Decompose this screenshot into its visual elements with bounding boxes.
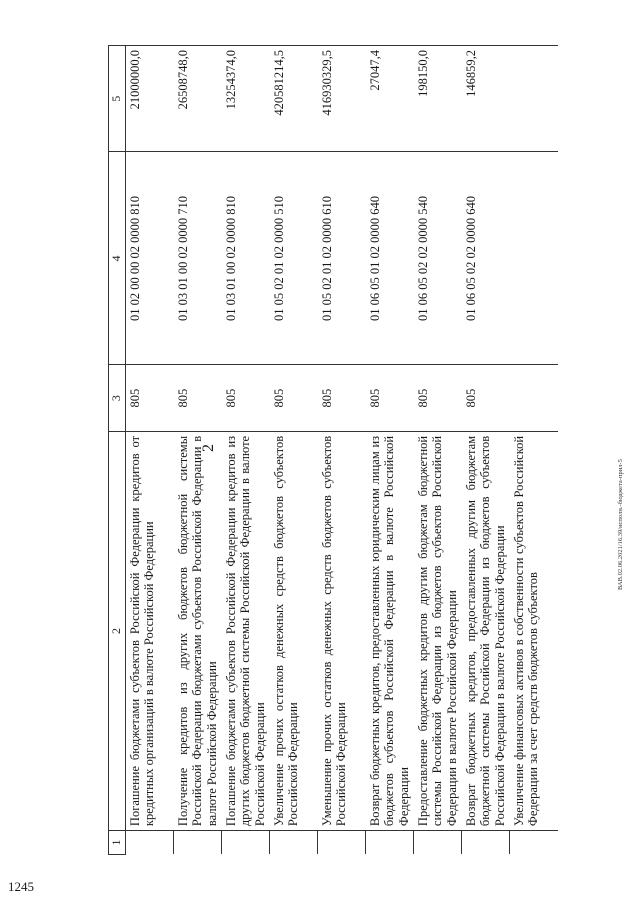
row-spacer bbox=[510, 831, 558, 855]
row-spacer bbox=[366, 831, 414, 855]
row-description: Погашение бюджетами субъектов Российской Федерации кредитов от кредитных организаций в валюте Российской Федерации bbox=[125, 431, 174, 830]
table-row bbox=[510, 46, 558, 855]
row-description: Погашение бюджетами субъектов Российской Федерации кредитов из других бюджетов бюджетной системы Российской Федерации в валюте Российской Федерации bbox=[222, 431, 270, 830]
col-header-3: 3 bbox=[109, 365, 126, 432]
row-amount: 21000000,0 bbox=[125, 46, 174, 152]
row-amount: 420581214,5 bbox=[270, 46, 318, 152]
row-budget-code: 01 06 05 02 02 0000 540 bbox=[414, 152, 462, 365]
page-number: 1245 bbox=[8, 879, 34, 894]
row-description: Уменьшение прочих остатков денежных средств бюджетов субъектов Российской Федерации bbox=[318, 431, 366, 830]
row-amount bbox=[510, 46, 558, 152]
col-header-2: 2 bbox=[109, 431, 126, 830]
table-row bbox=[125, 46, 174, 855]
row-description: Получение кредитов из других бюджетов бюджетной системы Российской Федерации бюджетами субъектов Российской Федерации в валюте Российской Федерации bbox=[174, 431, 222, 830]
row-spacer bbox=[125, 831, 174, 855]
row-admin-code: 805 bbox=[462, 365, 510, 432]
row-description: Возврат бюджетных кредитов, предоставленных другим бюджетам бюджетной системы Российской Федерации из бюджетов субъектов Российской Федерации в валюте Российской Федерации bbox=[462, 431, 510, 830]
row-amount: 26508748,0 bbox=[174, 46, 222, 152]
col-header-5: 5 bbox=[109, 46, 126, 152]
row-amount: 13254374,0 bbox=[222, 46, 270, 152]
row-description: Увеличение финансовых активов в собственности субъектов Российской Федерации за счет средств бюджетов субъектов bbox=[510, 431, 558, 830]
row-admin-code bbox=[510, 365, 558, 432]
row-spacer bbox=[270, 831, 318, 855]
row-spacer bbox=[222, 831, 270, 855]
sheet-number: 2 bbox=[200, 444, 217, 452]
row-admin-code: 805 bbox=[414, 365, 462, 432]
rotated-table-container bbox=[108, 45, 618, 855]
row-amount: 146859,2 bbox=[462, 46, 510, 152]
row-admin-code: 805 bbox=[125, 365, 174, 432]
table-row bbox=[174, 46, 222, 855]
row-budget-code: 01 03 01 00 02 0000 710 bbox=[174, 152, 222, 365]
budget-sources-table bbox=[108, 45, 558, 855]
row-spacer bbox=[462, 831, 510, 855]
row-budget-code: 01 05 02 01 02 0000 610 bbox=[318, 152, 366, 365]
row-amount: 198150,0 bbox=[414, 46, 462, 152]
table-row bbox=[270, 46, 318, 855]
row-budget-code: 01 02 00 00 02 0000 810 bbox=[125, 152, 174, 365]
table-row bbox=[222, 46, 270, 855]
row-budget-code: 01 05 02 01 02 0000 510 bbox=[270, 152, 318, 365]
col-header-1: 1 bbox=[109, 831, 126, 855]
col-header-4: 4 bbox=[109, 152, 126, 365]
row-budget-code bbox=[510, 152, 558, 365]
row-spacer bbox=[174, 831, 222, 855]
row-budget-code: 01 03 01 00 02 0000 810 bbox=[222, 152, 270, 365]
row-description: Предоставление бюджетных кредитов другим бюджетам бюджетной системы Российской Федерации из бюджетов субъектов Российской Федерации в валюте Российской Федерации bbox=[414, 431, 462, 830]
row-admin-code: 805 bbox=[318, 365, 366, 432]
header-row bbox=[109, 46, 126, 855]
table-row bbox=[462, 46, 510, 855]
table-row bbox=[366, 46, 414, 855]
row-admin-code: 805 bbox=[366, 365, 414, 432]
row-admin-code: 805 bbox=[270, 365, 318, 432]
row-description: Увеличение прочих остатков денежных средств бюджетов субъектов Российской Федерации bbox=[270, 431, 318, 830]
row-admin-code: 805 bbox=[174, 365, 222, 432]
table-row bbox=[318, 46, 366, 855]
row-description: Возврат бюджетных кредитов, предоставленных юридическим лицам из бюджетов субъектов Российской Федерации в валюте Российской Федерации bbox=[366, 431, 414, 830]
row-spacer bbox=[414, 831, 462, 855]
row-amount: 416930329,5 bbox=[318, 46, 366, 152]
table-row bbox=[414, 46, 462, 855]
row-budget-code: 01 06 05 01 02 0000 640 bbox=[366, 152, 414, 365]
row-budget-code: 01 06 05 02 02 0000 640 bbox=[462, 152, 510, 365]
row-admin-code: 805 bbox=[222, 365, 270, 432]
row-spacer bbox=[318, 831, 366, 855]
footer-code: ВАВ.02.06.2021/16.39/исполн.-бюджета-прил-5 bbox=[617, 459, 624, 590]
row-amount: 27047,4 bbox=[366, 46, 414, 152]
